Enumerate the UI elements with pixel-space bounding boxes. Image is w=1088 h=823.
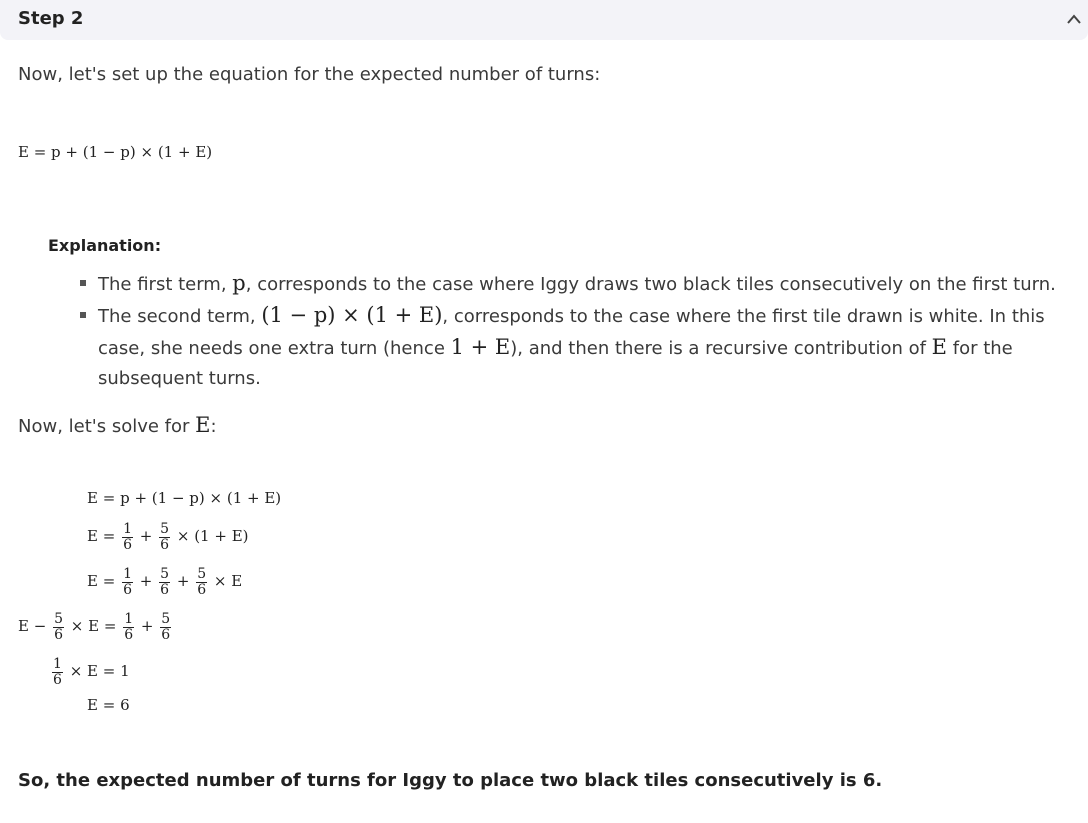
list-item: The second term, (1 − p) × (1 + E), corresponds to the case where the first tile drawn is white. In this case, she needs one extra turn (hence 1 + E), and then there is a recursive contribution of E for the subsequent turns. — [72, 300, 1062, 394]
fraction: $\frac{5}{6}$ — [160, 565, 170, 598]
chevron-up-icon[interactable] — [1064, 10, 1084, 28]
main-equation: E = p + (1 − p) × (1 + E) — [18, 143, 213, 161]
solve-step-3: E = $\frac{1}{6}$ + $\frac{5}{6}$ + $\frac{5}{6}$ × E — [87, 565, 243, 598]
fraction: $\frac{5}{6}$ — [54, 610, 63, 643]
solve-step-5: $\frac{1}{6}$ × E = 1 — [53, 655, 130, 688]
conclusion-text: So, the expected number of turns for Iggy to place two black tiles consecutively is 6. — [18, 770, 883, 791]
fraction: $\frac{1}{6}$ — [53, 655, 62, 688]
solve-step-4: E − $\frac{5}{6}$ × E = $\frac{1}{6}$ + $\frac{5}{6}$ — [18, 610, 171, 643]
fraction: $\frac{5}{6}$ — [161, 610, 171, 643]
list-item: The first term, p, corresponds to the case where Iggy draws two black tiles consecutively on the first turn. — [72, 268, 1062, 300]
solve-step-1: E = p + (1 − p) × (1 + E) — [87, 489, 282, 507]
step-header[interactable] — [0, 0, 1088, 40]
solve-text: Now, let's solve for E: — [18, 413, 217, 437]
intro-text: Now, let's set up the equation for the expected number of turns: — [18, 64, 601, 85]
explanation-heading: Explanation: — [48, 236, 162, 255]
solve-step-6: E = 6 — [87, 696, 130, 714]
fraction: $\frac{1}{6}$ — [123, 520, 133, 553]
explanation-list — [72, 268, 1062, 394]
fraction: $\frac{5}{6}$ — [160, 520, 170, 553]
step-title: Step 2 — [18, 8, 84, 29]
solve-step-2: E = $\frac{1}{6}$ + $\frac{5}{6}$ × (1 + E) — [87, 520, 249, 553]
fraction: $\frac{1}{6}$ — [124, 610, 134, 643]
fraction: $\frac{1}{6}$ — [123, 565, 133, 598]
fraction: $\frac{5}{6}$ — [197, 565, 207, 598]
